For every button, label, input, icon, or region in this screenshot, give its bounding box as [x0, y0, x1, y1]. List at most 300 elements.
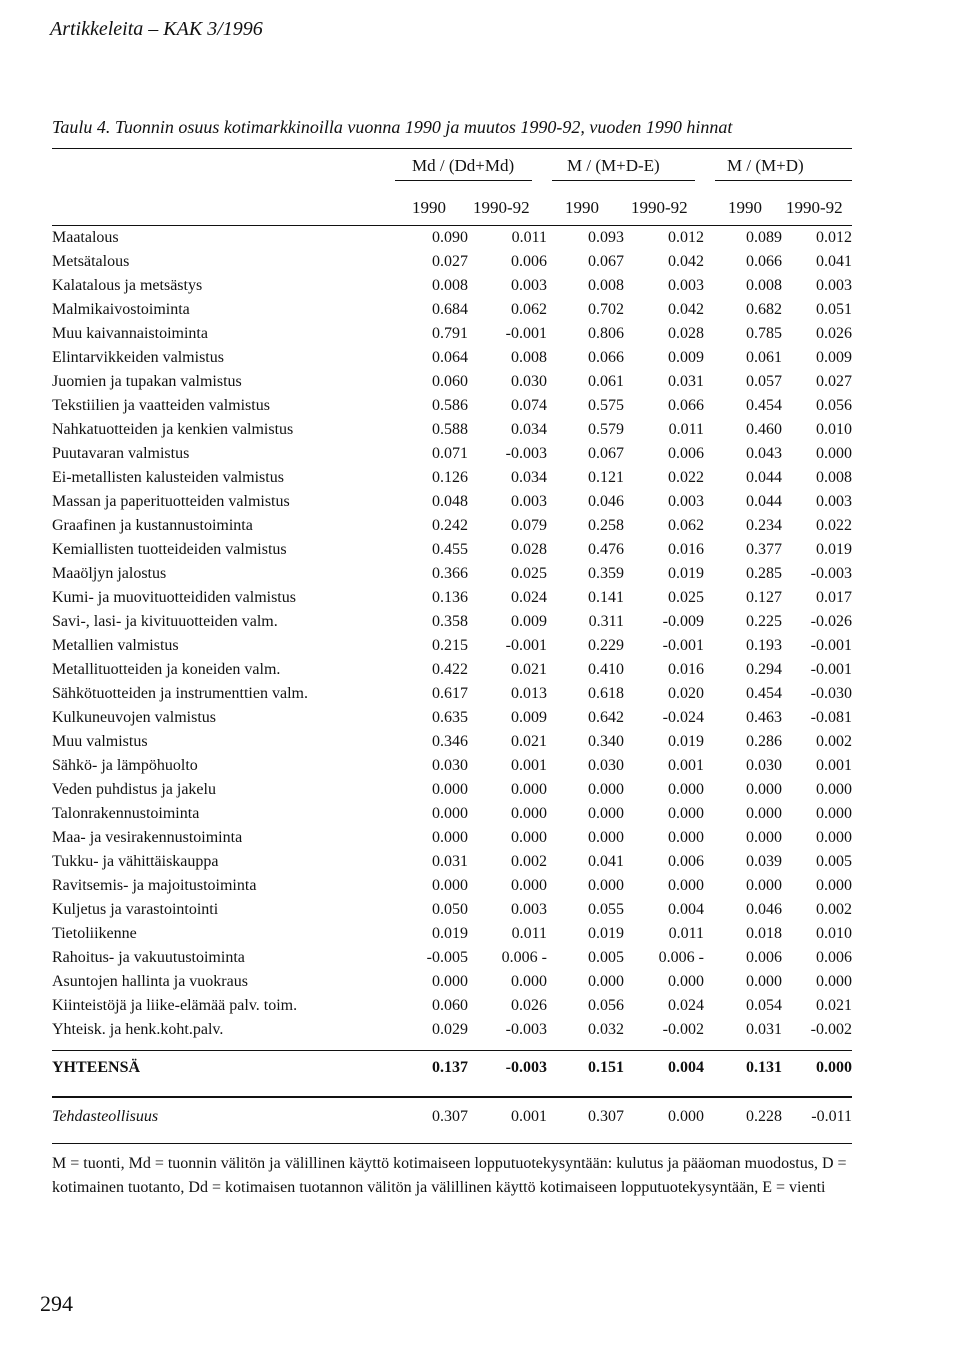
table-cell: 0.003	[511, 493, 547, 510]
manufacturing-value: 0.307	[432, 1108, 468, 1125]
table-cell: 0.021	[511, 661, 547, 678]
total-label: YHTEENSÄ	[52, 1059, 141, 1076]
row-label: Metsätalous	[52, 253, 130, 270]
table-row	[52, 730, 852, 754]
table-cell: -0.003	[505, 1021, 547, 1038]
table-cell: 0.008	[432, 277, 468, 294]
row-label: Malmikaivostoiminta	[52, 301, 190, 318]
table-cell: -0.002	[662, 1021, 704, 1038]
table-cell: 0.009	[668, 349, 704, 366]
table-cell: 0.071	[432, 445, 468, 462]
table-cell: 0.062	[668, 517, 704, 534]
table-cell: 0.000	[816, 877, 852, 894]
table-cell: 0.043	[746, 445, 782, 462]
table-cell: 0.004	[668, 901, 704, 918]
row-label: Nahkatuotteiden ja kenkien valmistus	[52, 421, 294, 438]
table-cell: 0.286	[746, 733, 782, 750]
table-cell: 0.000	[816, 829, 852, 846]
table-cell: 0.016	[668, 661, 704, 678]
total-value: 0.004	[668, 1059, 704, 1076]
table-cell: 0.785	[746, 325, 782, 342]
table-row	[52, 778, 852, 802]
manufacturing-value: 0.000	[668, 1108, 704, 1125]
table-cell: 0.064	[432, 349, 468, 366]
row-label: Elintarvikkeiden valmistus	[52, 349, 224, 366]
table-cell: 0.234	[746, 517, 782, 534]
row-label: Ravitsemis- ja majoitustoiminta	[52, 877, 257, 894]
table-cell: 0.000	[746, 781, 782, 798]
table-row	[52, 490, 852, 514]
group-header-2: M / (M+D-E)	[567, 156, 660, 175]
total-value: 0.137	[432, 1059, 468, 1076]
row-label: Massan ja paperituotteiden valmistus	[52, 493, 290, 510]
table-cell: 0.020	[668, 685, 704, 702]
table-cell: 0.121	[588, 469, 624, 486]
table-cell: 0.377	[746, 541, 782, 558]
table-cell: 0.048	[432, 493, 468, 510]
row-label: Tietoliikenne	[52, 925, 137, 942]
table-row	[52, 946, 852, 970]
table-cell: 0.000	[746, 829, 782, 846]
manufacturing-row	[52, 1108, 852, 1126]
table-cell: 0.002	[816, 901, 852, 918]
table-cell: 0.041	[588, 853, 624, 870]
table-cell: 0.000	[432, 781, 468, 798]
table-cell: 0.000	[432, 973, 468, 990]
table-cell: 0.022	[816, 517, 852, 534]
table-row	[52, 274, 852, 298]
table-cell: 0.586	[432, 397, 468, 414]
table-cell: 0.089	[746, 229, 782, 246]
table-cell: -0.001	[810, 637, 852, 654]
table-cell: 0.019	[816, 541, 852, 558]
table-cell: 0.026	[511, 997, 547, 1014]
table-cell: 0.061	[746, 349, 782, 366]
table-cell: 0.011	[668, 925, 704, 942]
group-underline-3	[715, 180, 852, 181]
row-label: Yhteisk. ja henk.koht.palv.	[52, 1021, 224, 1038]
table-cell: 0.575	[588, 397, 624, 414]
table-row	[52, 802, 852, 826]
table-row	[52, 394, 852, 418]
table-cell: 0.635	[432, 709, 468, 726]
table-cell: 0.682	[746, 301, 782, 318]
table-cell: 0.066	[588, 349, 624, 366]
table-cell: 0.000	[432, 829, 468, 846]
table-cell: 0.003	[668, 277, 704, 294]
table-cell: 0.225	[746, 613, 782, 630]
table-cell: 0.003	[816, 277, 852, 294]
total-value: 0.131	[746, 1059, 782, 1076]
table-cell: 0.008	[746, 277, 782, 294]
manufacturing-value: 0.228	[746, 1108, 782, 1125]
table-cell: 0.054	[746, 997, 782, 1014]
table-cell: 0.017	[816, 589, 852, 606]
table-cell: 0.000	[511, 829, 547, 846]
table-cell: 0.340	[588, 733, 624, 750]
table-cell: 0.003	[511, 901, 547, 918]
table-cell: 0.026	[816, 325, 852, 342]
row-label: Kumi- ja muovituotteididen valmistus	[52, 589, 296, 606]
table-row	[52, 1018, 852, 1042]
table-cell: 0.000	[668, 877, 704, 894]
table-cell: 0.046	[588, 493, 624, 510]
table-cell: 0.055	[588, 901, 624, 918]
table-cell: 0.061	[588, 373, 624, 390]
row-label: Kalatalous ja metsästys	[52, 277, 203, 294]
table-cell: 0.285	[746, 565, 782, 582]
row-label: Savi-, lasi- ja kivituuotteiden valm.	[52, 613, 278, 630]
row-label: Maatalous	[52, 229, 119, 246]
table-cell: 0.010	[816, 925, 852, 942]
table-cell: 0.066	[668, 397, 704, 414]
table-row	[52, 514, 852, 538]
table-row	[52, 898, 852, 922]
table-cell: 0.294	[746, 661, 782, 678]
data-table-body	[52, 226, 852, 1042]
note-rule	[52, 1143, 852, 1144]
table-cell: 0.024	[668, 997, 704, 1014]
table-cell: 0.012	[816, 229, 852, 246]
table-row	[52, 562, 852, 586]
table-cell: 0.410	[588, 661, 624, 678]
row-label: Tukku- ja vähittäiskauppa	[52, 853, 219, 870]
table-cell: 0.136	[432, 589, 468, 606]
table-cell: 0.009	[511, 613, 547, 630]
table-cell: 0.021	[816, 997, 852, 1014]
total-value: -0.003	[505, 1059, 547, 1076]
table-cell: 0.024	[511, 589, 547, 606]
table-cell: 0.000	[668, 973, 704, 990]
table-row	[52, 586, 852, 610]
table-cell: 0.126	[432, 469, 468, 486]
row-label: Asuntojen hallinta ja vuokraus	[52, 973, 248, 990]
table-cell: 0.028	[511, 541, 547, 558]
row-label: Metallituotteiden ja koneiden valm.	[52, 661, 281, 678]
manufacturing-value: -0.011	[811, 1108, 852, 1125]
table-row	[52, 298, 852, 322]
table-cell: 0.000	[511, 877, 547, 894]
table-cell: 0.031	[668, 373, 704, 390]
table-cell: 0.029	[432, 1021, 468, 1038]
table-row	[52, 874, 852, 898]
table-cell: 0.791	[432, 325, 468, 342]
row-label: Puutavaran valmistus	[52, 445, 190, 462]
row-label: Sähkö- ja lämpöhuolto	[52, 757, 198, 774]
table-cell: -0.001	[662, 637, 704, 654]
row-label: Maaöljyn jalostus	[52, 565, 167, 582]
year-header: 1990	[565, 198, 599, 217]
table-cell: 0.422	[432, 661, 468, 678]
year-header: 1990-92	[631, 198, 688, 217]
table-cell: 0.044	[746, 469, 782, 486]
table-cell: 0.012	[668, 229, 704, 246]
table-row	[52, 226, 852, 250]
table-cell: 0.074	[511, 397, 547, 414]
table-cell: -0.005	[426, 949, 468, 966]
row-label: Kemiallisten tuotteideiden valmistus	[52, 541, 287, 558]
table-cell: 0.006	[746, 949, 782, 966]
row-label: Muu kaivannaistoiminta	[52, 325, 208, 342]
table-cell: -0.024	[662, 709, 704, 726]
table-row	[52, 706, 852, 730]
table-cell: 0.050	[432, 901, 468, 918]
table-row	[52, 994, 852, 1018]
footnote: M = tuonti, Md = tuonnin välitön ja välillinen käyttö kotimaiseen lopputuotekysyntään: kulutus ja pääoman muodostus, D = kotimainen tuotanto, Dd = kotimaisen tuotannon välitön ja välillinen käyttö kotimaiseen lopputuotekysyntään, E = vienti	[52, 1155, 847, 1196]
table-cell: -0.001	[810, 661, 852, 678]
table-row	[52, 682, 852, 706]
table-cell: 0.051	[816, 301, 852, 318]
table-caption: Taulu 4. Tuonnin osuus kotimarkkinoilla vuonna 1990 ja muutos 1990-92, vuoden 1990 hinnat	[52, 117, 733, 137]
table-row	[52, 538, 852, 562]
table-cell: 0.011	[511, 925, 547, 942]
table-cell: 0.000	[588, 805, 624, 822]
table-cell: 0.005	[588, 949, 624, 966]
table-cell: 0.002	[816, 733, 852, 750]
total-bottom-rule	[52, 1096, 852, 1098]
table-cell: 0.000	[816, 445, 852, 462]
table-cell: 0.000	[588, 877, 624, 894]
row-label: Metallien valmistus	[52, 637, 179, 654]
table-cell: 0.579	[588, 421, 624, 438]
table-cell: 0.019	[588, 925, 624, 942]
table-cell: 0.006	[668, 445, 704, 462]
table-cell: 0.454	[746, 397, 782, 414]
row-label: Talonrakennustoiminta	[52, 805, 200, 822]
table-cell: 0.025	[511, 565, 547, 582]
table-cell: 0.359	[588, 565, 624, 582]
table-cell: 0.022	[668, 469, 704, 486]
manufacturing-value: 0.001	[511, 1108, 547, 1125]
table-row	[52, 970, 852, 994]
row-label: Veden puhdistus ja jakelu	[52, 781, 216, 798]
table-cell: 0.463	[746, 709, 782, 726]
table-cell: 0.000	[432, 805, 468, 822]
table-cell: 0.030	[588, 757, 624, 774]
table-cell: 0.311	[588, 613, 624, 630]
table-cell: 0.030	[746, 757, 782, 774]
row-label: Tekstiilien ja vaatteiden valmistus	[52, 397, 270, 414]
row-label: Juomien ja tupakan valmistus	[52, 373, 242, 390]
table-cell: 0.019	[668, 565, 704, 582]
table-cell: 0.002	[511, 853, 547, 870]
row-label: Ei-metallisten kalusteiden valmistus	[52, 469, 284, 486]
table-cell: 0.000	[816, 781, 852, 798]
table-cell: 0.009	[511, 709, 547, 726]
table-cell: 0.000	[668, 829, 704, 846]
table-cell: 0.057	[746, 373, 782, 390]
table-cell: 0.093	[588, 229, 624, 246]
year-header: 1990-92	[473, 198, 530, 217]
group-header-1: Md / (Dd+Md)	[412, 156, 515, 175]
table-cell: 0.476	[588, 541, 624, 558]
table-cell: 0.193	[746, 637, 782, 654]
table-cell: -0.001	[505, 637, 547, 654]
table-cell: 0.000	[511, 781, 547, 798]
table-cell: 0.617	[432, 685, 468, 702]
table-cell: 0.018	[746, 925, 782, 942]
year-header: 1990	[728, 198, 762, 217]
table-cell: 0.025	[668, 589, 704, 606]
table-cell: -0.026	[810, 613, 852, 630]
table-cell: 0.034	[511, 469, 547, 486]
manufacturing-label: Tehdasteollisuus	[52, 1108, 159, 1125]
page-number: 294	[40, 1291, 73, 1316]
table-cell: 0.005	[816, 853, 852, 870]
table-cell: 0.030	[511, 373, 547, 390]
group-underline-2	[552, 180, 695, 181]
table-cell: 0.027	[432, 253, 468, 270]
table-cell: 0.000	[816, 805, 852, 822]
table-cell: 0.000	[668, 781, 704, 798]
table-cell: 0.000	[511, 805, 547, 822]
row-label: Kiinteistöjä ja liike-elämää palv. toim.	[52, 997, 298, 1014]
table-cell: -0.003	[810, 565, 852, 582]
table-cell: -0.001	[505, 325, 547, 342]
table-cell: 0.242	[432, 517, 468, 534]
table-row	[52, 442, 852, 466]
table-cell: 0.034	[511, 421, 547, 438]
table-row	[52, 634, 852, 658]
table-cell: 0.032	[588, 1021, 624, 1038]
table-cell: 0.001	[668, 757, 704, 774]
table-cell: 0.079	[511, 517, 547, 534]
table-cell: 0.013	[511, 685, 547, 702]
row-label: Kuljetus ja varastointointi	[52, 901, 219, 918]
table-row	[52, 922, 852, 946]
table-cell: -0.009	[662, 613, 704, 630]
data-table	[52, 226, 852, 1042]
table-cell: 0.000	[746, 877, 782, 894]
table-cell: 0.003	[816, 493, 852, 510]
table-row	[52, 322, 852, 346]
table-cell: 0.056	[816, 397, 852, 414]
table-cell: 0.000	[668, 805, 704, 822]
table-cell: 0.000	[816, 973, 852, 990]
table-row	[52, 346, 852, 370]
table-cell: 0.460	[746, 421, 782, 438]
table-cell: 0.258	[588, 517, 624, 534]
table-cell: 0.000	[588, 781, 624, 798]
table-cell: 0.028	[668, 325, 704, 342]
table-cell: 0.001	[511, 757, 547, 774]
table-cell: 0.006	[668, 853, 704, 870]
row-label: Maa- ja vesirakennustoiminta	[52, 829, 243, 846]
table-cell: -0.003	[505, 445, 547, 462]
table-cell: 0.642	[588, 709, 624, 726]
table-row	[52, 658, 852, 682]
table-row	[52, 850, 852, 874]
table-cell: 0.067	[588, 253, 624, 270]
row-label: Sähkötuotteiden ja instrumenttien valm.	[52, 685, 308, 702]
table-cell: 0.067	[588, 445, 624, 462]
table-row	[52, 370, 852, 394]
table-cell: 0.062	[511, 301, 547, 318]
group-header-3: M / (M+D)	[727, 156, 804, 175]
table-cell: 0.008	[511, 349, 547, 366]
total-top-rule	[52, 1050, 852, 1051]
table-cell: 0.042	[668, 301, 704, 318]
table-cell: 0.021	[511, 733, 547, 750]
table-cell: 0.000	[746, 973, 782, 990]
table-row	[52, 466, 852, 490]
total-row	[52, 1059, 852, 1077]
table-row	[52, 250, 852, 274]
total-value: 0.000	[816, 1059, 852, 1076]
table-cell: 0.006	[816, 949, 852, 966]
table-cell: -0.002	[810, 1021, 852, 1038]
year-header: 1990-92	[786, 198, 843, 217]
manufacturing-value: 0.307	[588, 1108, 624, 1125]
table-cell: 0.019	[432, 925, 468, 942]
table-row	[52, 610, 852, 634]
table-cell: 0.003	[668, 493, 704, 510]
row-label: Muu valmistus	[52, 733, 148, 750]
table-cell: 0.229	[588, 637, 624, 654]
table-cell: 0.006	[511, 253, 547, 270]
table-cell: 0.006 -	[501, 949, 547, 966]
table-row	[52, 826, 852, 850]
total-value: 0.151	[588, 1059, 624, 1076]
table-cell: 0.684	[432, 301, 468, 318]
table-cell: 0.141	[588, 589, 624, 606]
group-underline-1	[395, 180, 532, 181]
table-cell: 0.008	[588, 277, 624, 294]
table-cell: 0.031	[432, 853, 468, 870]
table-cell: 0.618	[588, 685, 624, 702]
row-label: Kulkuneuvojen valmistus	[52, 709, 216, 726]
table-cell: 0.010	[816, 421, 852, 438]
table-cell: 0.454	[746, 685, 782, 702]
table-cell: 0.000	[432, 877, 468, 894]
table-cell: 0.455	[432, 541, 468, 558]
table-cell: 0.011	[668, 421, 704, 438]
table-cell: 0.127	[746, 589, 782, 606]
row-label: Graafinen ja kustannustoiminta	[52, 517, 253, 534]
caption-rule	[52, 148, 852, 149]
table-cell: 0.000	[588, 973, 624, 990]
table-cell: 0.060	[432, 997, 468, 1014]
table-cell: 0.041	[816, 253, 852, 270]
table-cell: 0.702	[588, 301, 624, 318]
table-cell: 0.031	[746, 1021, 782, 1038]
table-cell: 0.366	[432, 565, 468, 582]
table-cell: 0.009	[816, 349, 852, 366]
table-cell: 0.044	[746, 493, 782, 510]
table-cell: 0.003	[511, 277, 547, 294]
table-cell: 0.006 -	[658, 949, 704, 966]
table-cell: -0.081	[810, 709, 852, 726]
table-cell: 0.806	[588, 325, 624, 342]
table-cell: 0.000	[511, 973, 547, 990]
table-cell: 0.090	[432, 229, 468, 246]
table-cell: 0.346	[432, 733, 468, 750]
row-label: Rahoitus- ja vakuutustoiminta	[52, 949, 245, 966]
table-cell: 0.588	[432, 421, 468, 438]
table-cell: 0.027	[816, 373, 852, 390]
table-cell: 0.039	[746, 853, 782, 870]
table-cell: 0.001	[816, 757, 852, 774]
table-cell: 0.000	[588, 829, 624, 846]
table-cell: 0.042	[668, 253, 704, 270]
table-cell: 0.008	[816, 469, 852, 486]
table-cell: 0.011	[511, 229, 547, 246]
table-cell: -0.030	[810, 685, 852, 702]
table-cell: 0.000	[746, 805, 782, 822]
table-cell: 0.019	[668, 733, 704, 750]
year-header: 1990	[412, 198, 446, 217]
table-cell: 0.060	[432, 373, 468, 390]
